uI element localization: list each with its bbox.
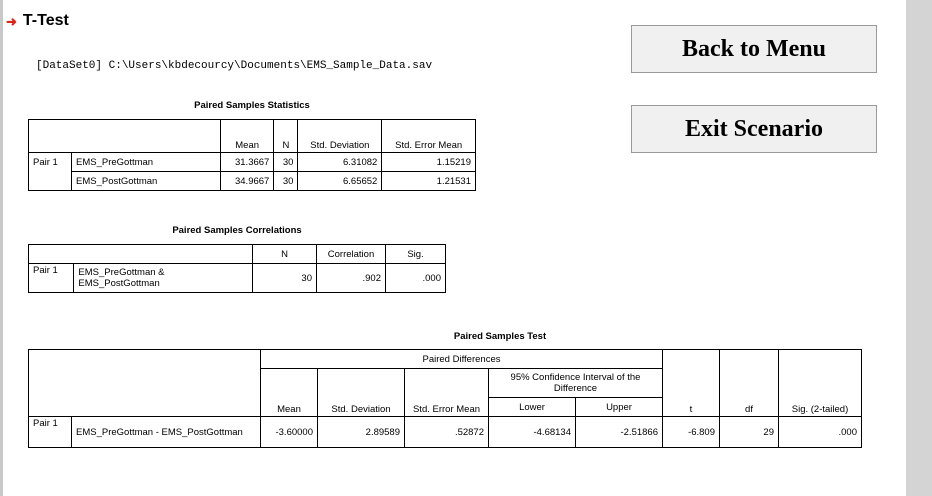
corr-corner (29, 245, 253, 264)
test-caption: Paired Samples Test (453, 331, 547, 342)
output-heading (6, 12, 69, 30)
page-title: T-Test (22, 12, 69, 29)
se-cell: 1.21531 (382, 172, 476, 191)
stats-header-n: N (274, 120, 298, 153)
corr-header-n: N (253, 245, 317, 264)
pair-label: Pair 1 (29, 153, 72, 172)
variable-name: EMS_PreGottman (72, 153, 221, 172)
correlation-cell: .902 (317, 264, 386, 293)
mean-cell: -3.60000 (261, 417, 318, 448)
dataset-path: [DataSet0] C:\Users\kbdecourcy\Documents\EMS_Sample_Data.sav (36, 60, 433, 72)
mean-cell: 34.9667 (220, 172, 273, 191)
test-header-sd: Std. Deviation (318, 369, 405, 417)
se-cell: .52872 (405, 417, 489, 448)
sd-cell: 6.31082 (298, 153, 382, 172)
sig-cell: .000 (779, 417, 862, 448)
table-row (29, 417, 862, 448)
mean-cell: 31.3667 (220, 153, 273, 172)
variable-name: EMS_PostGottman (72, 172, 221, 191)
exit-scenario-button[interactable]: Exit Scenario (631, 105, 877, 153)
n-cell: 30 (274, 172, 298, 191)
stats-caption: Paired Samples Statistics (194, 100, 310, 111)
t-cell: -6.809 (663, 417, 720, 448)
corr-caption: Paired Samples Correlations (172, 225, 302, 236)
stats-header-mean: Mean (220, 120, 273, 153)
test-header-t: t (663, 350, 720, 417)
n-cell: 30 (253, 264, 317, 293)
test-header-mean: Mean (261, 369, 318, 417)
test-header-df: df (720, 350, 779, 417)
variable-name: EMS_PreGottman - EMS_PostGottman (72, 417, 261, 448)
stats-header-se: Std. Error Mean (382, 120, 476, 153)
test-header-lower: Lower (489, 398, 576, 417)
pair-label: Pair 1 (29, 417, 72, 448)
se-cell: 1.15219 (382, 153, 476, 172)
paired-differences-header: Paired Differences (261, 350, 663, 369)
test-table (28, 349, 862, 448)
pair-label-empty (29, 172, 72, 191)
table-row (29, 264, 446, 293)
back-to-menu-button[interactable]: Back to Menu (631, 25, 877, 73)
test-header-upper: Upper (576, 398, 663, 417)
lower-cell: -4.68134 (489, 417, 576, 448)
sig-cell: .000 (386, 264, 446, 293)
stats-corner (29, 120, 221, 153)
ci-header: 95% Confidence Interval of the Difference (489, 369, 663, 398)
corr-header-correlation: Correlation (317, 245, 386, 264)
test-corner (29, 350, 261, 417)
stats-header-sd: Std. Deviation (298, 120, 382, 153)
stats-table (28, 119, 476, 191)
sd-cell: 2.89589 (318, 417, 405, 448)
test-header-sig: Sig. (2-tailed) (779, 350, 862, 417)
corr-table (28, 244, 446, 293)
upper-cell: -2.51866 (576, 417, 663, 448)
sd-cell: 6.65652 (298, 172, 382, 191)
df-cell: 29 (720, 417, 779, 448)
table-row (29, 172, 476, 191)
variable-name: EMS_PreGottman & EMS_PostGottman (74, 264, 253, 293)
test-header-se: Std. Error Mean (405, 369, 489, 417)
n-cell: 30 (274, 153, 298, 172)
table-row (29, 153, 476, 172)
red-arrow-icon: ➜ (6, 13, 17, 29)
right-scroll-strip (906, 0, 932, 496)
left-border (0, 0, 3, 496)
pair-label: Pair 1 (29, 264, 74, 293)
corr-header-sig: Sig. (386, 245, 446, 264)
